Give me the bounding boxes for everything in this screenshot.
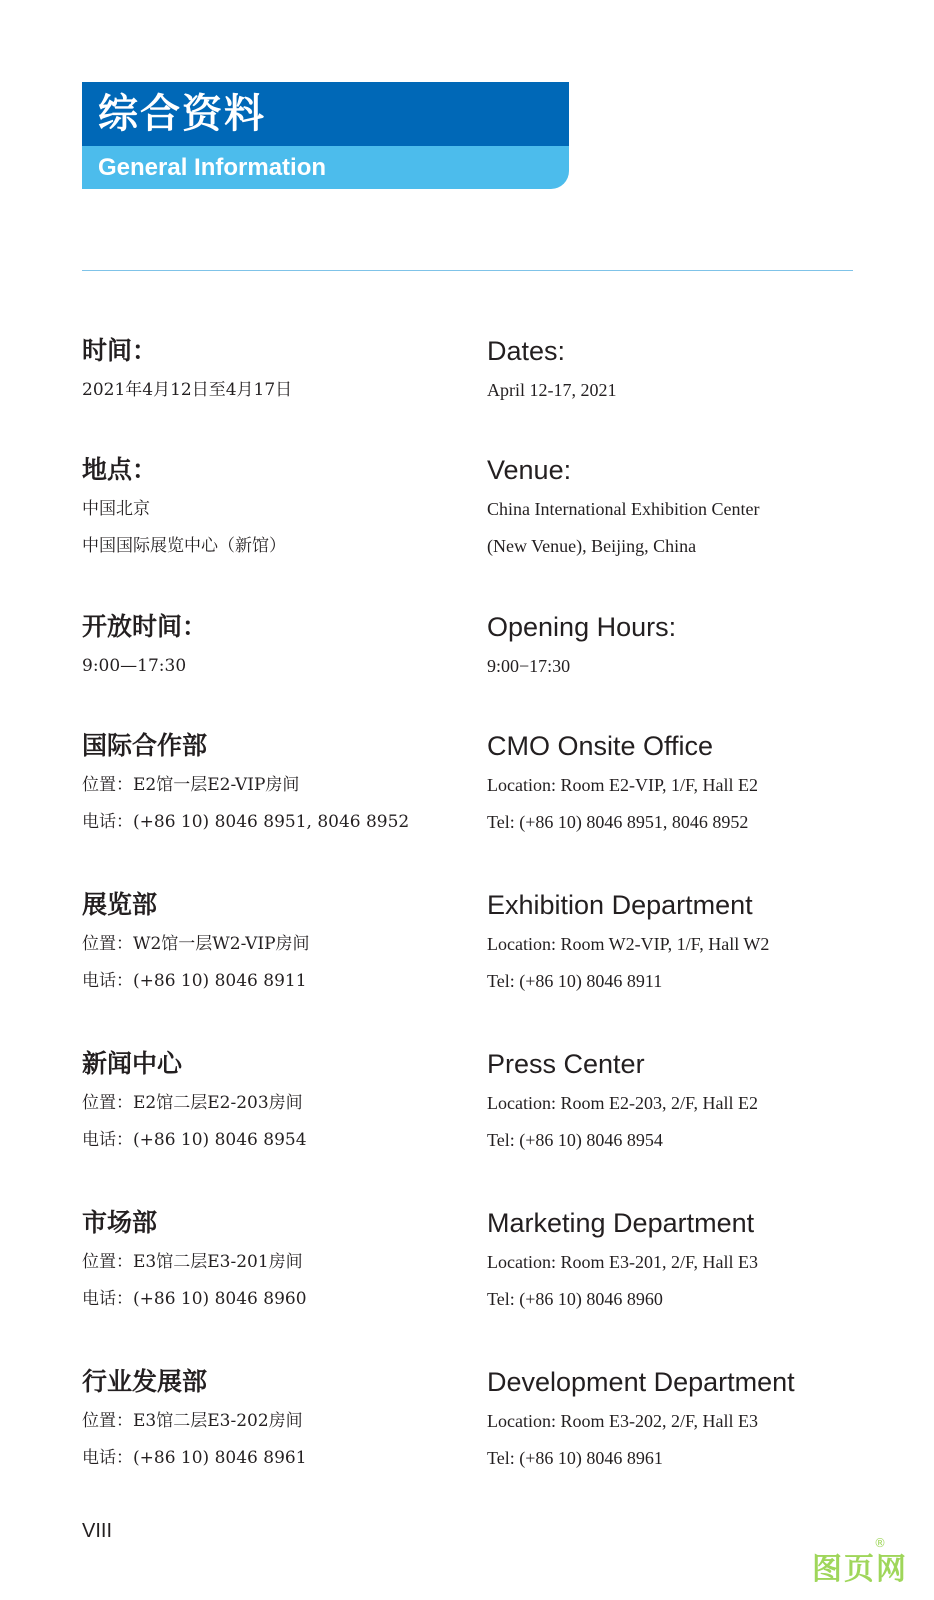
cmo-office-section-cn bbox=[82, 731, 482, 841]
development-dept-heading-cn: 行业发展部 bbox=[82, 1367, 208, 1396]
cmo-office-section-en bbox=[487, 731, 907, 841]
hours-heading-cn: 开放时间： bbox=[82, 612, 208, 641]
development-dept-heading-en: Development Department bbox=[487, 1367, 795, 1397]
marketing-dept-section-cn bbox=[82, 1208, 482, 1318]
venue-section-en bbox=[487, 455, 907, 565]
press-center-heading-en: Press Center bbox=[487, 1049, 645, 1079]
venue-line-1-cn: 中国北京 bbox=[82, 499, 150, 519]
development-dept-section-cn bbox=[82, 1367, 482, 1477]
press-center-location-en: Location: Room E2-203, 2/F, Hall E2 bbox=[487, 1093, 759, 1113]
marketing-dept-heading-cn: 市场部 bbox=[82, 1208, 158, 1237]
exhibition-dept-location-en: Location: Room W2-VIP, 1/F, Hall W2 bbox=[487, 934, 770, 954]
marketing-dept-section-en bbox=[487, 1208, 907, 1318]
cmo-office-heading-cn: 国际合作部 bbox=[82, 731, 208, 760]
hours-section-cn bbox=[82, 612, 482, 685]
dates-section-en bbox=[487, 336, 907, 409]
hours-heading-en: Opening Hours: bbox=[487, 612, 677, 642]
dates-value-en: April 12-17, 2021 bbox=[487, 380, 617, 400]
marketing-dept-heading-en: Marketing Department bbox=[487, 1208, 755, 1238]
development-dept-location-cn: 位置：E3馆二层E3-202房间 bbox=[82, 1411, 303, 1431]
exhibition-dept-heading-en: Exhibition Department bbox=[487, 890, 753, 920]
marketing-dept-phone-cn: 电话：(+86 10) 8046 8960 bbox=[82, 1289, 307, 1309]
press-center-location-cn: 位置：E2馆二层E2-203房间 bbox=[82, 1093, 303, 1113]
dates-value-cn: 2021年4月12日至4月17日 bbox=[82, 380, 293, 400]
hours-value-en: 9:00−17:30 bbox=[487, 656, 571, 676]
press-center-phone-cn: 电话：(+86 10) 8046 8954 bbox=[82, 1130, 307, 1150]
watermark-registered-mark: ® bbox=[874, 1536, 886, 1550]
exhibition-dept-heading-cn: 展览部 bbox=[82, 890, 158, 919]
exhibition-dept-section-en bbox=[487, 890, 907, 1000]
venue-line-2-en: (New Venue), Beijing, China bbox=[487, 536, 697, 556]
dates-section-cn bbox=[82, 336, 482, 409]
cmo-office-location-en: Location: Room E2-VIP, 1/F, Hall E2 bbox=[487, 775, 759, 795]
venue-heading-cn: 地点： bbox=[82, 455, 158, 484]
development-dept-phone-cn: 电话：(+86 10) 8046 8961 bbox=[82, 1448, 307, 1468]
press-center-section-cn bbox=[82, 1049, 482, 1159]
marketing-dept-location-en: Location: Room E3-201, 2/F, Hall E3 bbox=[487, 1252, 759, 1272]
dates-heading-en: Dates: bbox=[487, 336, 566, 366]
section-banner bbox=[82, 82, 569, 189]
venue-heading-en: Venue: bbox=[487, 455, 572, 485]
cmo-office-location-cn: 位置：E2馆一层E2-VIP房间 bbox=[82, 775, 300, 795]
development-dept-location-en: Location: Room E3-202, 2/F, Hall E3 bbox=[487, 1411, 759, 1431]
marketing-dept-phone-en: Tel: (+86 10) 8046 8960 bbox=[487, 1289, 663, 1309]
press-center-section-en bbox=[487, 1049, 907, 1159]
page-title-cn: 综合资料 bbox=[98, 91, 266, 137]
venue-line-1-en: China International Exhibition Center bbox=[487, 499, 760, 519]
cmo-office-phone-en: Tel: (+86 10) 8046 8951, 8046 8952 bbox=[487, 812, 749, 832]
page-number: VIII bbox=[82, 1520, 113, 1542]
exhibition-dept-location-cn: 位置：W2馆一层W2-VIP房间 bbox=[82, 934, 310, 954]
hours-section-en bbox=[487, 612, 907, 685]
venue-line-2-cn: 中国国际展览中心（新馆） bbox=[82, 536, 286, 556]
dates-heading-cn: 时间： bbox=[82, 336, 158, 365]
press-center-phone-en: Tel: (+86 10) 8046 8954 bbox=[487, 1130, 663, 1150]
press-center-heading-cn: 新闻中心 bbox=[82, 1049, 183, 1078]
page-title-en: General Information bbox=[98, 154, 327, 181]
hours-value-cn: 9:00—17:30 bbox=[82, 656, 187, 676]
exhibition-dept-phone-cn: 电话：(+86 10) 8046 8911 bbox=[82, 971, 307, 991]
development-dept-section-en bbox=[487, 1367, 907, 1477]
development-dept-phone-en: Tel: (+86 10) 8046 8961 bbox=[487, 1448, 663, 1468]
watermark-logo: 图页网 bbox=[812, 1552, 908, 1587]
exhibition-dept-section-cn bbox=[82, 890, 482, 1000]
cmo-office-heading-en: CMO Onsite Office bbox=[487, 731, 714, 761]
exhibition-dept-phone-en: Tel: (+86 10) 8046 8911 bbox=[487, 971, 663, 991]
venue-section-cn bbox=[82, 455, 482, 565]
marketing-dept-location-cn: 位置：E3馆二层E3-201房间 bbox=[82, 1252, 303, 1272]
cmo-office-phone-cn: 电话：(+86 10) 8046 8951, 8046 8952 bbox=[82, 812, 410, 832]
header-divider bbox=[82, 270, 853, 271]
